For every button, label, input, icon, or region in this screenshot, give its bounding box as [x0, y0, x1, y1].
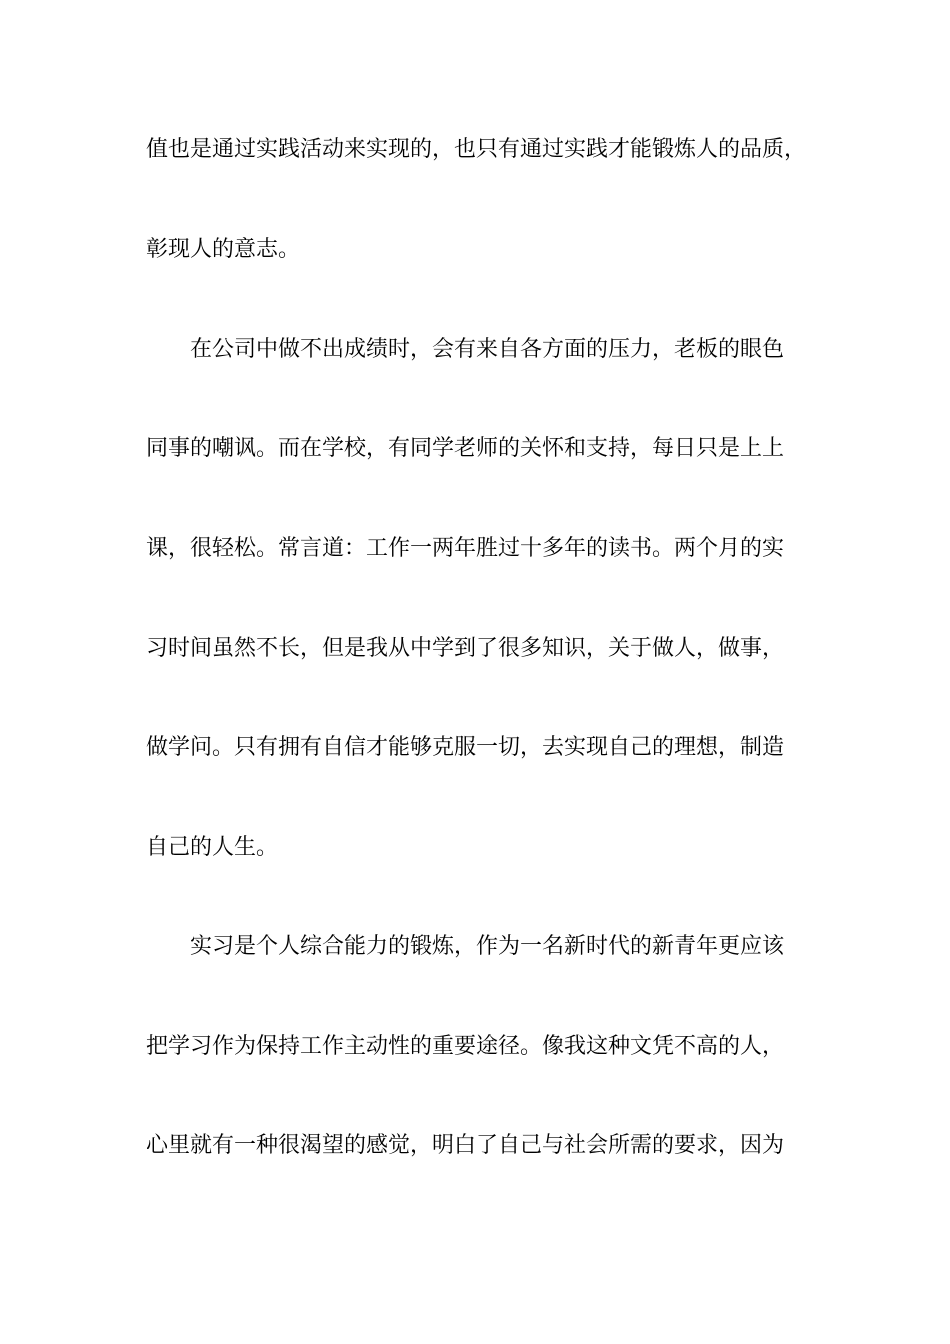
text-line: 同事的嘲讽。而在学校，有同学老师的关怀和支持，每日只是上上 [146, 436, 785, 461]
text-line: 心里就有一种很渴望的感觉，明白了自己与社会所需的要求，因为 [146, 1133, 785, 1158]
paragraph-first-line: 实习是个人综合能力的锻炼，作为一名新时代的新青年更应该 [190, 934, 785, 959]
text-line: 彰现人的意志。 [146, 237, 301, 262]
text-line: 做学问。只有拥有自信才能够克服一切，去实现自己的理想，制造 [146, 735, 785, 760]
text-line: 课，很轻松。常言道：工作一两年胜过十多年的读书。两个月的实 [146, 536, 785, 561]
text-line: 把学习作为保持工作主动性的重要途径。像我这种文凭不高的人， [146, 1034, 785, 1059]
paragraph-first-line: 在公司中做不出成绩时，会有来自各方面的压力，老板的眼色 [190, 337, 785, 362]
text-line: 自己的人生。 [146, 835, 279, 860]
text-line: 值也是通过实践活动来实现的，也只有通过实践才能锻炼人的品质， [146, 137, 807, 162]
text-line: 习时间虽然不长，但是我从中学到了很多知识，关于做人，做事， [146, 636, 785, 661]
